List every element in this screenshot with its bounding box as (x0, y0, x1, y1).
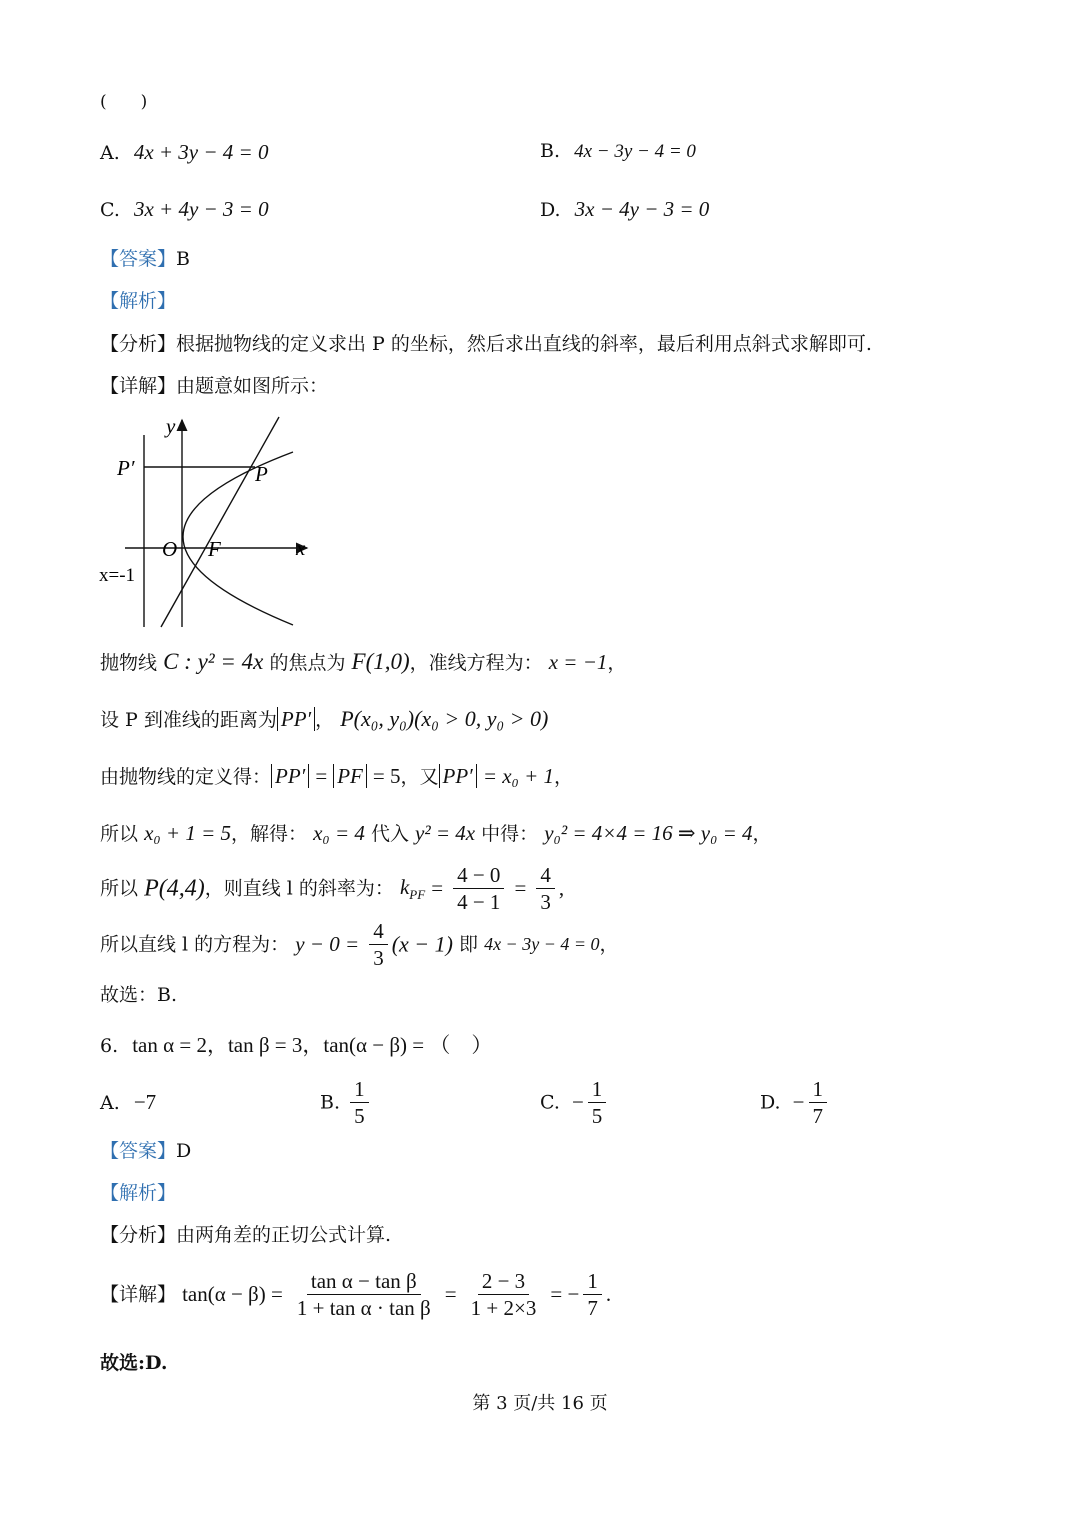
frac-den: 7 (587, 1296, 598, 1321)
option-fraction (350, 1076, 369, 1130)
q5-fenxi (100, 333, 872, 356)
sol-text: ，又 (400, 766, 439, 788)
xj-lhs: tan(α − β) = (182, 1282, 283, 1307)
page-footer: 第 3 页/共 16 页 (472, 1393, 608, 1414)
q5-jiexi-tag: 【解析】 (100, 290, 177, 312)
sol-line-7: 故选：B. (100, 984, 178, 1006)
xj-fraction-3 (583, 1268, 602, 1322)
sol-text: ， (607, 652, 627, 674)
q6-fenxi (100, 1224, 391, 1247)
sol-text: ，准线方程为： (409, 652, 543, 674)
frac-den: 4 − 1 (457, 890, 501, 915)
option-b (540, 140, 696, 164)
q6-option-c (540, 1076, 610, 1130)
q6-answer (100, 1140, 191, 1163)
q5-answer (100, 248, 190, 271)
frac-den: 1 + 2×3 (470, 1296, 537, 1321)
frac-den: 5 (591, 1104, 603, 1129)
frac-num: 4 (369, 918, 388, 945)
option-c-eq: 3x + 4y − 3 = 0 (133, 197, 269, 221)
fig-y-label: y (166, 415, 176, 438)
option-d-eq: 3x − 4y − 3 = 0 (574, 197, 710, 221)
line-l (161, 417, 279, 627)
sol-text: 所以 (100, 877, 139, 900)
sol-math: y² = 4x (415, 821, 476, 845)
fenxi-text: 根据抛物线的定义求出 P 的坐标，然后求出直线的斜率，最后利用点斜式求解即可. (176, 333, 872, 355)
frac-num: 1 (809, 1076, 828, 1103)
q6-stem (100, 1033, 492, 1058)
option-d (540, 197, 709, 222)
sol-text: 中得： (481, 823, 539, 845)
sol-line-5 (100, 862, 564, 916)
fenxi-text: 由两角差的正切公式计算. (176, 1224, 392, 1246)
xiangjie-tag: 【详解】 (100, 375, 177, 397)
frac-num: 2 − 3 (478, 1268, 529, 1295)
frac-num: 1 (350, 1076, 369, 1103)
option-d-label: D. (540, 199, 561, 221)
frac-den: 5 (354, 1104, 365, 1129)
answer-tag: 【答案】 (100, 1140, 177, 1162)
option-fraction (809, 1076, 828, 1130)
frac-num: 4 (536, 862, 555, 889)
fig-f-label: F (208, 537, 221, 561)
answer-value: B (176, 248, 190, 270)
option-label: A. (100, 1092, 120, 1114)
q5-xiangjie (100, 375, 328, 398)
option-c-label: C. (100, 199, 120, 221)
q6-guxuan: 故选:D. (100, 1352, 168, 1374)
q6-stem-text: tan α = 2，tan β = 3，tan(α − β) = （ ） (132, 1033, 493, 1057)
slope-fraction (453, 862, 504, 916)
frac-num: 4 − 0 (453, 862, 504, 889)
frac-num: 1 (583, 1268, 602, 1295)
sol-math: x = −1 (548, 650, 608, 674)
sol-line-1 (100, 648, 626, 676)
sol-math: F(1,0) (351, 649, 410, 674)
sol-math: C : y² = 4x (163, 649, 264, 674)
q5-paren: ( ) (100, 92, 148, 112)
sol-math: (x − 1) (391, 931, 453, 957)
sol-text: 的焦点为 (269, 652, 346, 674)
sol-math: = x₀ + 1 (482, 764, 555, 788)
option-sign: − (571, 1090, 584, 1115)
sol-math: = 5 (372, 764, 401, 788)
slope-sub: PF (409, 887, 426, 903)
q6-option-d (760, 1076, 831, 1130)
sol-math: = (514, 876, 527, 901)
sol-math: PP′ (271, 764, 309, 788)
sol-line-2 (100, 706, 548, 732)
sol-text: ，则直线 l 的斜率为： (204, 877, 394, 900)
sol-math: PF (333, 764, 367, 788)
frac-num: tan α − tan β (307, 1268, 421, 1295)
option-a-label: A. (100, 142, 120, 164)
sol-math: PP′ (439, 764, 477, 788)
q6-xiangjie (100, 1268, 611, 1322)
option-label: D. (760, 1091, 781, 1114)
option-a (100, 140, 268, 165)
sol-text: ， (554, 766, 574, 788)
option-a-eq: 4x + 3y − 4 = 0 (133, 140, 269, 164)
sol-text: 即 (459, 933, 479, 956)
slope-k: k (399, 874, 410, 899)
fig-x-label: x (296, 536, 306, 560)
sol-line-3 (100, 764, 573, 789)
sol-text: 代入 (370, 823, 409, 845)
q6-option-a (100, 1090, 156, 1115)
option-b-eq: 4x − 3y − 4 = 0 (574, 141, 696, 162)
fig-p-prime-label: P′ (117, 456, 135, 480)
fig-p-label: P (255, 462, 268, 486)
xj-fraction-2 (467, 1268, 541, 1322)
sol-text: 抛物线 (100, 652, 158, 674)
line-eq-fraction (369, 918, 388, 972)
fenxi-tag: 【分析】 (100, 333, 177, 355)
sol-math: x₀ + 1 = 5 (144, 821, 232, 845)
sol-line-6 (100, 918, 619, 972)
sol-math (399, 874, 426, 903)
option-c (100, 197, 269, 222)
frac-den: 3 (373, 946, 384, 971)
sol-math: x₀ = 4 (313, 821, 365, 845)
answer-value: D (176, 1140, 192, 1162)
sol-text: 由抛物线的定义得： (100, 766, 272, 788)
xj-end: . (605, 1282, 612, 1307)
sol-text: ， (752, 823, 772, 845)
frac-den: 7 (812, 1104, 823, 1129)
sol-math: P(x₀, y₀)(x₀ > 0, y₀ > 0) (340, 706, 549, 731)
sol-math: y₀² = 4×4 = 16 ⇒ y₀ = 4 (544, 821, 753, 845)
fenxi-tag: 【分析】 (100, 1224, 177, 1246)
parabola-curve (183, 452, 293, 625)
option-fraction (588, 1076, 607, 1130)
frac-den: 1 + tan α · tan β (296, 1296, 431, 1321)
sol-text: ， (599, 933, 619, 956)
sol-math: P(4,4) (144, 875, 205, 902)
fig-o-label: O (162, 537, 178, 561)
sol-math: = (315, 764, 328, 788)
sol-line-4 (100, 821, 772, 846)
parabola-figure (95, 415, 325, 635)
fig-directrix-label: x=-1 (99, 565, 136, 586)
xiangjie-intro: 由题意如图所示： (176, 375, 329, 397)
frac-num: 1 (588, 1076, 607, 1103)
sol-math: = (431, 876, 444, 901)
sol-math: y − 0 = (295, 932, 360, 957)
xj-eq: = (444, 1282, 457, 1307)
q6-jiexi-tag: 【解析】 (100, 1182, 177, 1204)
frac-den: 3 (540, 890, 551, 915)
sol-math: PP′ (277, 707, 315, 731)
sol-text: ，解得： (231, 823, 308, 845)
slope-result-fraction (536, 862, 555, 916)
xj-fraction-1 (293, 1268, 435, 1322)
option-b-label: B. (540, 140, 561, 162)
sol-math: , (558, 876, 565, 901)
sol-text: ， (315, 709, 335, 731)
sol-text: 所以直线 l 的方程为： (100, 933, 290, 956)
option-value: −7 (133, 1090, 157, 1114)
sol-math: 4x − 3y − 4 = 0 (484, 933, 600, 954)
sol-text: 所以 (100, 823, 139, 845)
q6-number: 6. (100, 1035, 119, 1057)
q6-option-b (320, 1076, 373, 1130)
option-label: B. (320, 1091, 341, 1114)
option-label: C. (540, 1091, 560, 1114)
xj-eq: = − (550, 1282, 580, 1307)
sol-text: 设 P 到准线的距离为 (100, 709, 277, 731)
answer-tag: 【答案】 (100, 248, 177, 270)
option-sign: − (792, 1090, 805, 1115)
xiangjie-tag: 【详解】 (100, 1283, 177, 1306)
